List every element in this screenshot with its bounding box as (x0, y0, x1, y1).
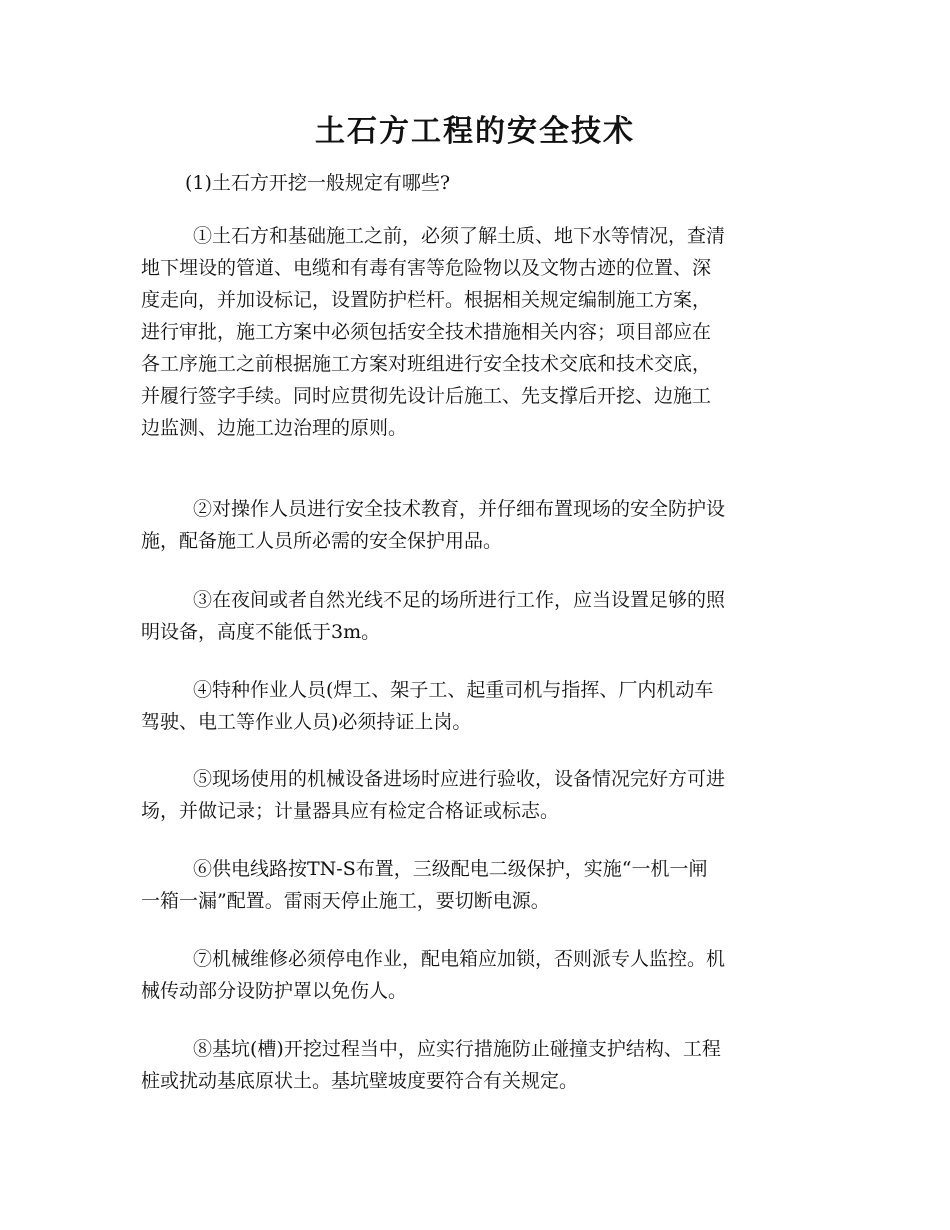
paragraph-line: 度走向，并加设标记，设置防护栏杆。根据相关规定编制施工方案， (141, 289, 712, 311)
paragraph-line: 场，并做记录；计量器具应有检定合格证或标志。 (141, 800, 560, 822)
paragraph-line: ①土石方和基础施工之前，必须了解土质、地下水等情况，查清 (193, 225, 726, 247)
document-title: 土石方工程的安全技术 (315, 114, 635, 149)
paragraph-5 (141, 763, 809, 827)
paragraph-4 (141, 674, 809, 738)
paragraph-line: ④特种作业人员(焊工、架子工、起重司机与指挥、厂内机动车 (193, 679, 714, 701)
paragraph-line: ⑤现场使用的机械设备进场时应进行验收，设备情况完好方可进 (193, 768, 726, 790)
paragraph-line: ⑦机械维修必须停电作业，配电箱应加锁，否则派专人监控。机 (193, 948, 726, 970)
paragraph-line: 进行审批，施工方案中必须包括安全技术措施相关内容；项目部应在 (141, 321, 712, 343)
paragraph-line: 一箱一漏”配置。雷雨天停止施工，要切断电源。 (141, 890, 550, 912)
paragraph-line: 桩或扰动基底原状土。基坑壁坡度要符合有关规定。 (141, 1070, 579, 1092)
paragraph-line: 施，配备施工人员所必需的安全保护用品。 (141, 530, 503, 552)
paragraph-6 (141, 853, 809, 917)
paragraph-1 (141, 220, 809, 444)
section-subheading: (1)土石方开挖一般规定有哪些? (185, 172, 451, 194)
paragraph-line: ⑥供电线路按TN-S布置，三级配电二级保护，实施“一机一闸 (193, 858, 708, 880)
paragraph-line: 并履行签字手续。同时应贯彻先设计后施工、先支撑后开挖、边施工 (141, 385, 712, 407)
paragraph-3 (141, 584, 809, 648)
paragraph-line: 械传动部分设防护罩以免伤人。 (141, 980, 408, 1002)
paragraph-line: ②对操作人员进行安全技术教育，并仔细布置现场的安全防护设 (193, 498, 726, 520)
paragraph-line: 地下埋设的管道、电缆和有毒有害等危险物以及文物古迹的位置、深 (141, 257, 712, 279)
paragraph-line: ⑧基坑(槽)开挖过程当中，应实行措施防止碰撞支护结构、工程 (193, 1038, 721, 1060)
paragraph-7 (141, 943, 809, 1007)
paragraph-line: ③在夜间或者自然光线不足的场所进行工作，应当设置足够的照 (193, 589, 726, 611)
paragraph-line: 驾驶、电工等作业人员)必须持证上岗。 (141, 711, 472, 733)
paragraph-2 (141, 493, 809, 557)
paragraph-8 (141, 1033, 809, 1097)
paragraph-line: 边监测、边施工边治理的原则。 (141, 417, 408, 439)
paragraph-line: 明设备，高度不能低于3m。 (141, 621, 381, 643)
paragraph-line: 各工序施工之前根据施工方案对班组进行安全技术交底和技术交底， (141, 353, 712, 375)
